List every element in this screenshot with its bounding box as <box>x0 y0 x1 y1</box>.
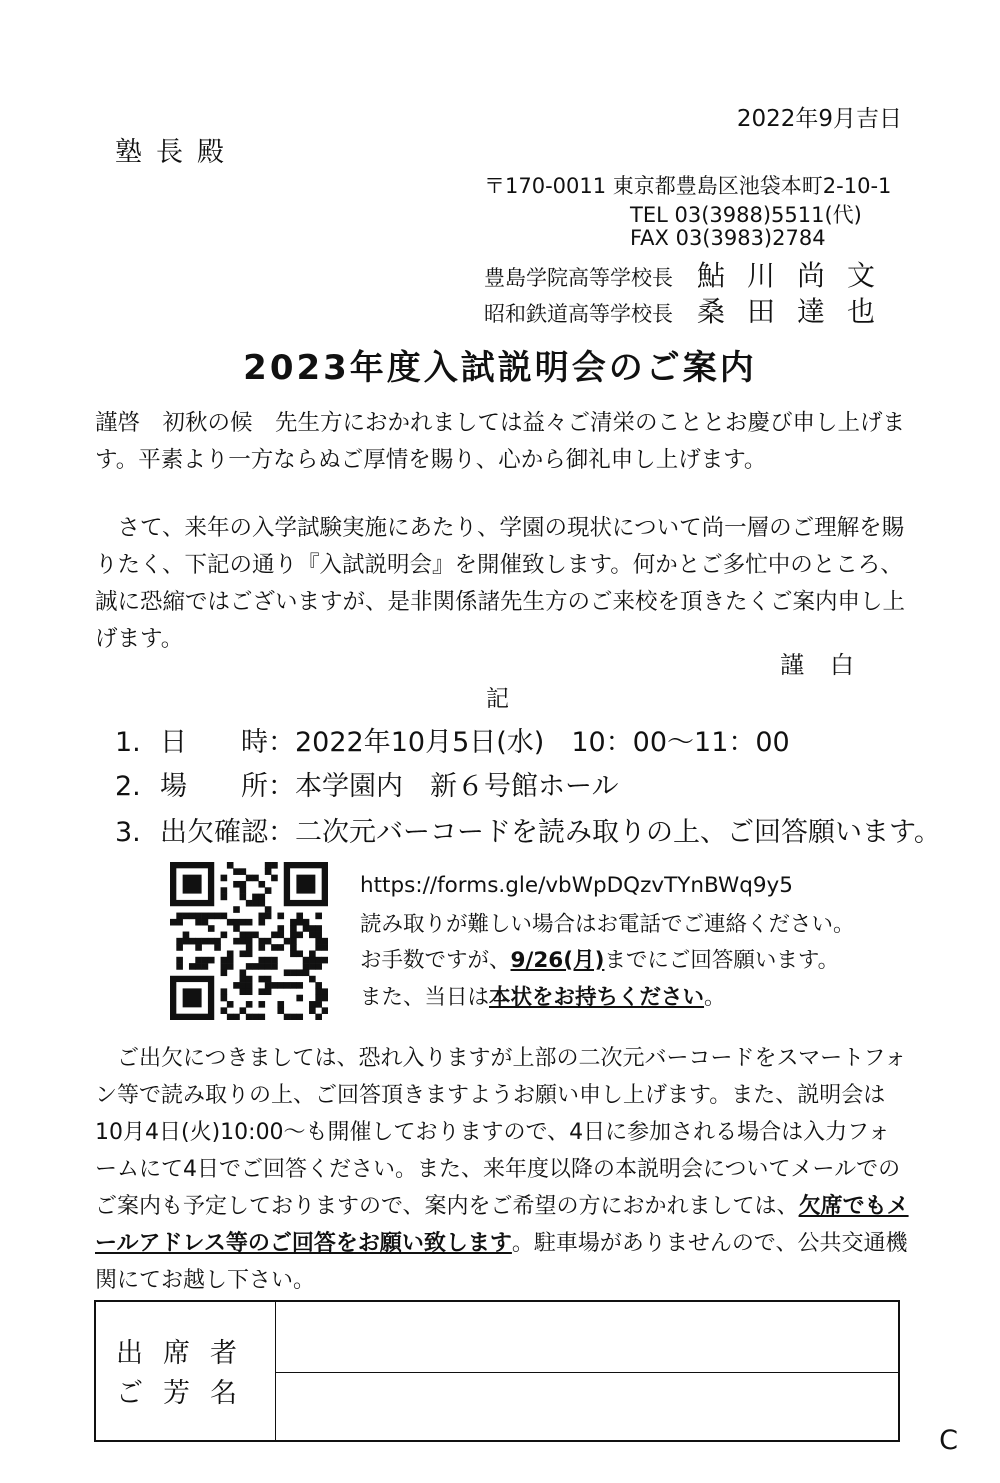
item-number: 3. <box>115 817 141 848</box>
attendance-paragraph <box>95 1040 910 1299</box>
deadline-prefix: お手数ですが、 <box>360 948 511 973</box>
ki-heading: 記 <box>486 686 509 712</box>
qr-note-deadline <box>360 943 839 974</box>
attendance-emphasis: 欠席でもメールアドレス等のご回答をお願い致します <box>95 1194 909 1256</box>
item-datetime <box>115 720 790 759</box>
item-venue <box>115 764 618 803</box>
sender-tel: TEL 03(3988)5511(代) <box>630 203 862 227</box>
signatory-1-name: 鮎川尚文 <box>697 259 898 292</box>
bring-suffix: 。 <box>704 985 726 1010</box>
attendee-label <box>96 1302 276 1440</box>
invitation-paragraph: さて、来年の入学試験実施にあたり、学園の現状について尚一層のご理解を賜りたく、下記の通り『入試説明会』を開催致します。何かとご多忙中のところ、誠に恐縮ではございますが、是非関係諸先生方のご来校を頂きたくご案内申し上げます。 <box>95 515 906 652</box>
form-url[interactable]: https://forms.gle/vbWpDQzvTYnBWq9y5 <box>360 873 793 898</box>
item-text: 場 所：本学園内 新６号館ホール <box>160 771 619 802</box>
document-date: 2022年9月吉日 <box>736 106 902 132</box>
attendee-row-divider <box>276 1372 898 1373</box>
deadline-suffix: までにご回答願います。 <box>604 948 840 973</box>
signatory-1-title: 豊島学院高等学校長 <box>484 266 673 290</box>
sender-fax: FAX 03(3983)2784 <box>630 226 826 250</box>
addressee: 塾長殿 <box>115 137 238 168</box>
attendance-text: ご出欠につきましては、恐れ入りますが上部の二次元バーコードをスマートフォン等で読み取りの上、ご回答頂きますようお願い申し上げます。また、説明会は10月4日(火)10:00～も開催しておりますので、4日に参加される場合は入力フォームにて4日でご回答ください。また、来年度以降の本説明会についてメールでのご案内も予定しておりますので、案内をご希望の方におかれましては、 <box>95 1046 907 1219</box>
signatory-2-title: 昭和鉄道高等学校長 <box>484 302 673 326</box>
signatory-2 <box>484 290 897 330</box>
signatory-1 <box>484 254 897 294</box>
attendee-label-line1: 出席者 <box>116 1338 257 1369</box>
qr-note-bring-letter <box>360 980 726 1011</box>
item-text: 日 時：2022年10月5日(水) 10：00～11：00 <box>160 727 790 758</box>
attendance-text-end: 。駐車場がありませんので、公共交通機関にてお越し下さい。 <box>95 1231 908 1293</box>
closing-salutation: 謹白 <box>780 651 880 679</box>
bring-emphasis: 本状をお持ちください <box>489 985 705 1010</box>
qr-note-phone: 読み取りが難しい場合はお電話でご連絡ください。 <box>360 912 855 937</box>
document-title: 2023年度入試説明会のご案内 <box>243 348 757 388</box>
item-number: 2. <box>115 771 141 802</box>
bring-prefix: また、当日は <box>360 985 490 1010</box>
attendee-label-line2: ご芳名 <box>116 1378 257 1409</box>
item-attendance <box>115 810 941 849</box>
qr-code-icon[interactable] <box>170 862 328 1020</box>
sender-address: 〒170-0011 東京都豊島区池袋本町2-10-1 <box>484 174 892 198</box>
corner-mark: C <box>939 1425 958 1456</box>
greeting-paragraph: 謹啓 初秋の候 先生方におかれましては益々ご清栄のこととお慶び申し上げます。平素より一方ならぬご厚情を賜り、心から御礼申し上げます。 <box>95 410 906 473</box>
signatory-2-name: 桑田達也 <box>697 295 898 328</box>
attendee-name-table <box>94 1300 900 1442</box>
item-number: 1. <box>115 727 141 758</box>
deadline-date: 9/26(月) <box>510 948 605 973</box>
item-text: 出欠確認：二次元バーコードを読み取りの上、ご回答願います。 <box>160 817 941 848</box>
